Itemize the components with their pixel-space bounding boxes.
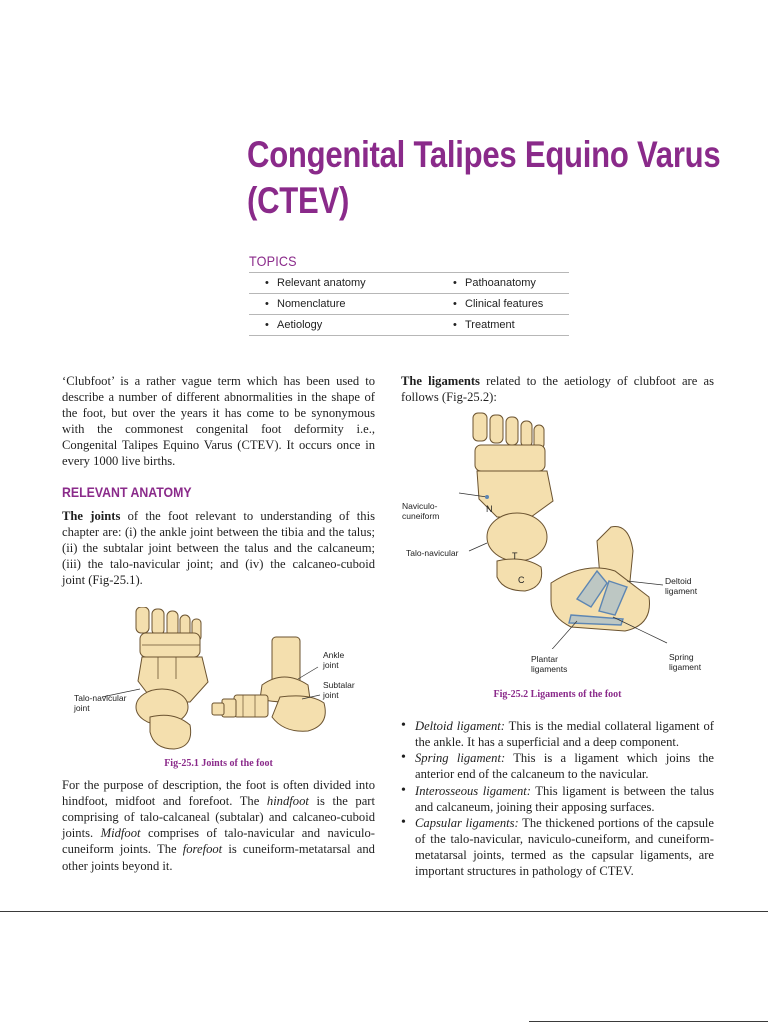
label-bone-c: C: [518, 575, 525, 586]
term: Deltoid ligament:: [415, 719, 505, 734]
label-talo-navicular: Talo-navicular: [406, 548, 459, 559]
topic-item: Relevant anatomy: [277, 277, 366, 289]
intro-paragraph: ‘Clubfoot’ is a rather vague term which has been used to describe a number of different abnormalities in the shape of the foot, but over the years it has come to be synonymous with the commonest congenital foot deformity i.e., Congenital Talipes Equino Varus (CTEV). It occurs once in every 1000 live births.: [62, 374, 375, 469]
label-bone-n: N: [486, 504, 493, 515]
joints-paragraph: [62, 508, 375, 588]
description-paragraph: [62, 777, 375, 874]
term: Spring ligament:: [415, 751, 506, 766]
right-column: [401, 373, 714, 879]
chapter-title: [247, 132, 721, 224]
label-subtalar-joint: Subtalar joint: [323, 680, 355, 701]
figure-caption-25-2: Fig-25.2 Ligaments of the foot: [493, 689, 622, 701]
item-text: The thickened portions of the capsule of the talo-navicular, naviculo-cuneiform, and cuneiform-metatarsal joints, termed as the capsular ligaments, are important structures in pathology of CTEV.: [415, 815, 714, 879]
foot-ligaments-illustration: [401, 411, 714, 649]
topic-item: Clinical features: [465, 298, 544, 310]
term-midfoot: Midfoot: [100, 826, 141, 841]
ligaments-text: related to the aetiology of clubfoot are as follows (Fig-25.2):: [401, 374, 714, 405]
left-column: [62, 373, 375, 874]
topics-row: • Aetiology • Treatment: [249, 315, 569, 336]
chapter-title-line1: Congenital Talipes Equino Varus: [247, 134, 721, 175]
desc-text: is the part comprising of talo-calcaneal (subtalar) and calcaneo-cuboid joints.: [62, 794, 375, 841]
desc-text: For the purpose of description, the foot is often divided into hindfoot, midfoot and forefoot. The: [62, 778, 375, 809]
label-spring-ligament: Spring ligament: [669, 652, 702, 673]
label-deltoid-ligament: Deltoid ligament: [665, 576, 698, 597]
ligaments-lead: The ligaments: [401, 374, 480, 388]
term-hindfoot: hindfoot: [266, 794, 309, 809]
item-text: This ligament is between the talus and calcaneum, joining their apposing surfaces.: [415, 783, 714, 814]
label-bone-t: T: [512, 551, 518, 562]
topic-item: Nomenclature: [277, 298, 346, 310]
ligaments-intro: [401, 373, 714, 405]
label-talo-navicular-joint: Talo-navicular joint: [74, 693, 127, 714]
list-item: [401, 783, 714, 815]
list-item: [401, 815, 714, 879]
term: Interosseous ligament:: [415, 783, 531, 798]
topics-table: [249, 272, 569, 336]
ligament-list: [401, 718, 714, 879]
section-heading-relevant-anatomy: RELEVANT ANATOMY: [62, 483, 192, 500]
desc-text: is cuneiform-metatarsal and other joints beyond it.: [62, 842, 375, 873]
topics-row: • Nomenclature • Clinical features: [249, 294, 569, 315]
topic-item: Pathoanatomy: [465, 277, 536, 289]
label-naviculo-cuneiform: Naviculo- cuneiform: [402, 501, 440, 522]
joints-text: of the foot relevant to understanding of this chapter are: (i) the ankle joint between the tibia and the talus; (ii) the subtalar joint between the talus and the calcaneum; (iii) the talo-navicular joint; and (iv) the calcaneo-cuboid joint (Fig-25.1).: [62, 508, 375, 587]
figure-joints-of-foot: [62, 607, 375, 752]
topic-item: Treatment: [465, 319, 515, 331]
item-text: This is a ligament which joins the anterior end of the calcaneum to the navicular.: [415, 751, 714, 782]
joints-lead: The joints: [62, 508, 121, 523]
figure-caption-25-1: Fig-25.1 Joints of the foot: [164, 758, 273, 770]
list-item: [401, 718, 714, 750]
desc-text: comprises of talo-navicular and naviculo-cuneiform joints. The: [62, 826, 376, 857]
term: Capsular ligaments:: [415, 815, 519, 830]
label-ankle-joint: Ankle joint: [323, 650, 345, 671]
item-text: This is the medial collateral ligament of the ankle. It has a superficial and a deep component.: [415, 719, 714, 750]
list-item: [401, 750, 714, 782]
topics-row: • Relevant anatomy • Pathoanatomy: [249, 273, 569, 294]
label-plantar-ligaments: Plantar ligaments: [531, 654, 568, 675]
term-forefoot: forefoot: [182, 842, 223, 857]
chapter-title-line2: (CTEV): [247, 180, 350, 221]
topic-item: Aetiology: [277, 319, 323, 331]
footnote-rule: [529, 1021, 768, 1022]
topics-heading: TOPICS: [249, 253, 297, 269]
page-bottom-rule: [0, 911, 768, 912]
figure-ligaments-of-foot: [401, 411, 714, 675]
